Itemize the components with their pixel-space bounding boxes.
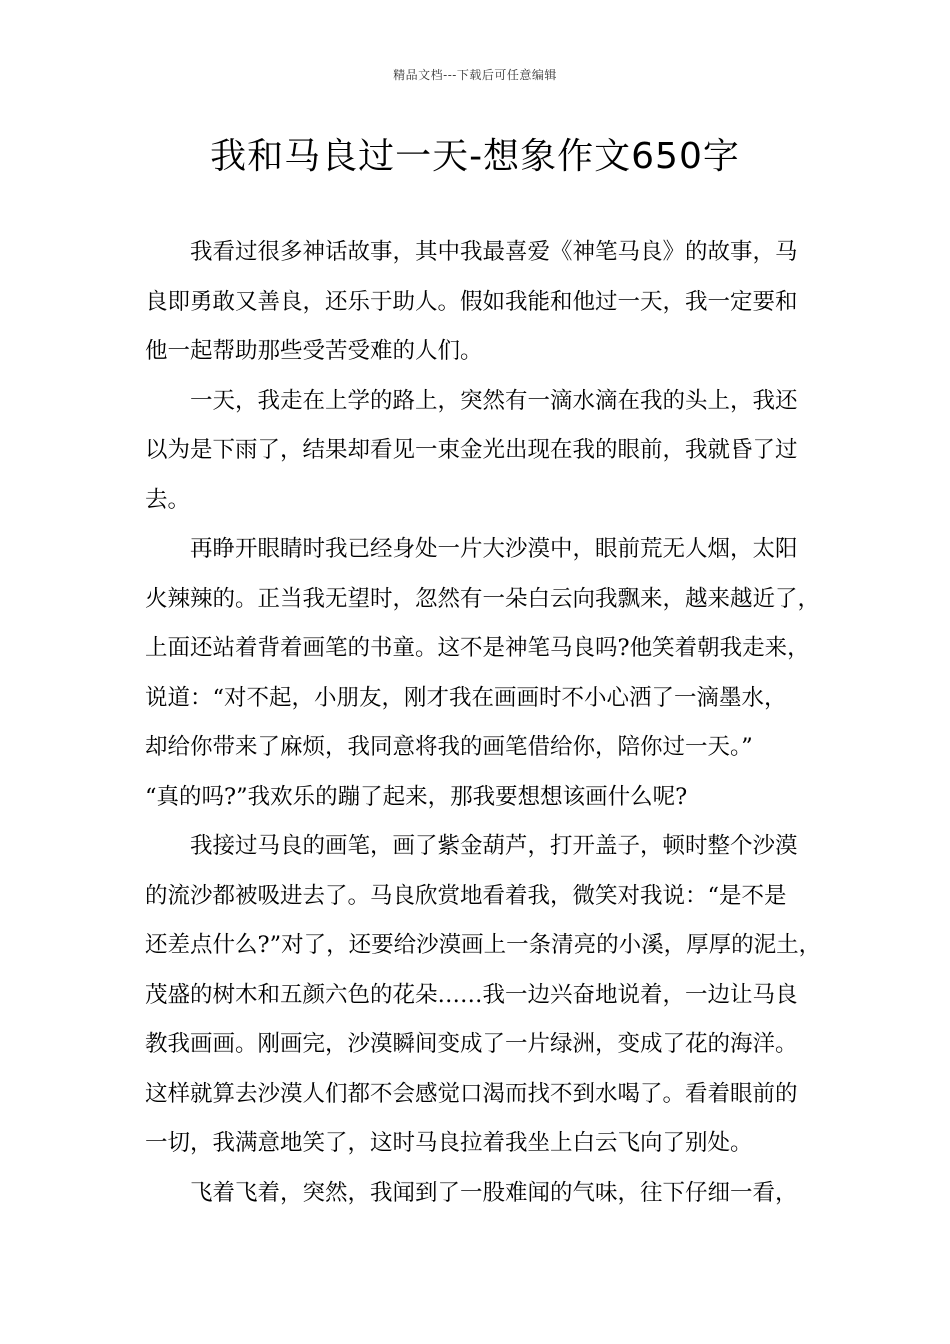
text-line: 这样就算去沙漠人们都不会感觉口渴而找不到水喝了。看着眼前的 — [145, 1080, 798, 1107]
document-title: 我和马良过一天-想象作文650字 — [210, 136, 740, 177]
text-line: 一天，我走在上学的路上，突然有一滴水滴在我的头上，我还 — [190, 387, 798, 414]
text-line: 以为是下雨了，结果却看见一束金光出现在我的眼前，我就昏了过 — [145, 437, 798, 463]
text-line: 教我画画。刚画完，沙漠瞬间变成了一片绿洲，变成了花的海洋。 — [145, 1031, 798, 1057]
text-line: 说道：“对不起，小朋友，刚才我在画画时不小心洒了一滴墨水， — [145, 684, 787, 711]
text-line: 良即勇敢又善良，还乐于助人。假如我能和他过一天，我一定要和 — [145, 288, 798, 315]
text-line: 再睁开眼睛时我已经身处一片大沙漠中，眼前荒无人烟，太阳 — [190, 536, 798, 562]
text-line: 去。 — [145, 486, 191, 513]
text-line: 飞着飞着，突然，我闻到了一股难闻的气味，往下仔细一看， — [190, 1179, 798, 1206]
text-line: 一切，我满意地笑了，这时马良拉着我坐上白云飞向了别处。 — [145, 1130, 753, 1156]
text-line: 的流沙都被吸进去了。马良欣赏地看着我，微笑对我说：“是不是 — [145, 882, 787, 909]
text-line: 却给你带来了麻烦，我同意将我的画笔借给你，陪你过一天。” — [145, 734, 753, 760]
text-line: 我看过很多神话故事，其中我最喜爱《神笔马良》的故事，马 — [190, 239, 798, 265]
essay-body — [145, 228, 820, 1218]
text-line: 茂盛的树木和五颜六色的花朵……我一边兴奋地说着，一边让马良 — [145, 981, 798, 1008]
text-line: 还差点什么?”对了，还要给沙漠画上一条清亮的小溪，厚厚的泥土， — [145, 932, 822, 958]
header-note: 精品文档---下载后可任意编辑 — [393, 68, 557, 82]
text-line: 上面还站着背着画笔的书童。这不是神笔马良吗?他笑着朝我走来， — [145, 635, 810, 661]
text-line: 我接过马良的画笔，画了紫金葫芦，打开盖子，顿时整个沙漠 — [190, 833, 798, 859]
text-line: 火辣辣的。正当我无望时，忽然有一朵白云向我飘来，越来越近了， — [145, 585, 821, 612]
text-line: 他一起帮助那些受苦受难的人们。 — [145, 338, 483, 364]
text-line: “真的吗?”我欢乐的蹦了起来，那我要想想该画什么呢? — [145, 783, 688, 810]
